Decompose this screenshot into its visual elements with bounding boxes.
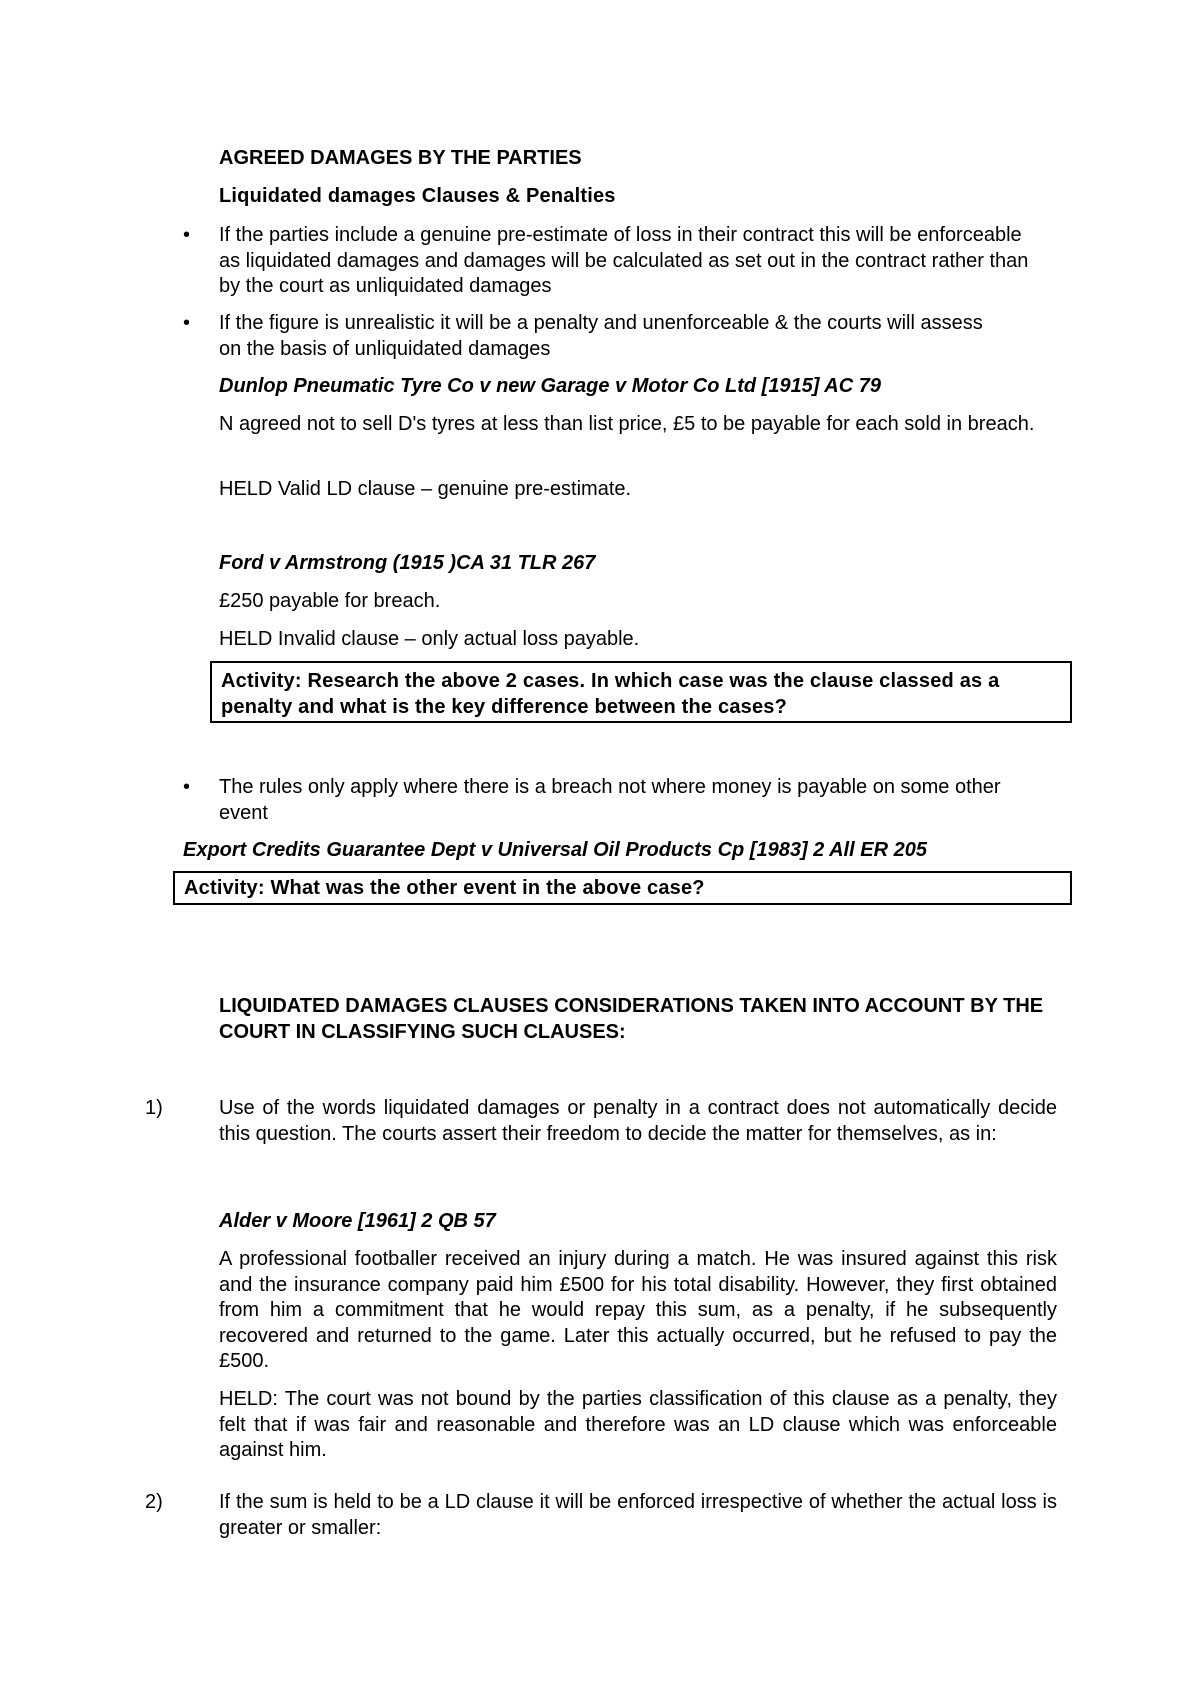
case-title-export-credits: Export Credits Guarantee Dept v Universal Oil Products Cp [1983] 2 All ER 205 (183, 839, 927, 861)
case-held-alder-moore: HELD: The court was not bound by the parties classification of this clause as a penalty, they felt that if was fair and reasonable and therefore was an LD clause which was enforceable against him. (219, 1388, 1057, 1461)
bullet-rules-only-apply: The rules only apply where there is a breach not where money is payable on some other event (219, 776, 1001, 824)
case-facts-dunlop: N agreed not to sell D's tyres at less than list price, £5 to be payable for each sold in breach. (219, 413, 1035, 435)
activity-other-event-text: Activity: What was the other event in the above case? (184, 877, 705, 899)
case-facts-ford: £250 payable for breach. (219, 590, 441, 612)
bullet-icon: • (183, 312, 191, 334)
case-facts-alder-moore: A professional footballer received an injury during a match. He was insured against this risk and the insurance company paid him £500 for his total disability. However, they first obtained from him a commitment that he would repay this sum, as a penalty, if he subsequently recovered and returned to the game. Later this actually occurred, but he refused to pay the £500. (219, 1248, 1057, 1372)
subheading-liquidated-damages: Liquidated damages Clauses & Penalties (219, 185, 616, 207)
activity-box-other-event (173, 871, 1072, 905)
bullet-icon: • (183, 776, 191, 798)
point-1-text: Use of the words liquidated damages or penalty in a contract does not automatically decide this question. The courts assert their freedom to decide the matter for themselves, as in: (219, 1097, 1057, 1145)
bullet-icon: • (183, 224, 191, 246)
bullet-genuine-pre-estimate: If the parties include a genuine pre-estimate of loss in their contract this will be enforceable as liquidated damages and damages will be calculated as set out in the contract rather than by the court as unliquidated damages (219, 224, 1029, 297)
list-number-2: 2) (145, 1491, 163, 1513)
list-number-1: 1) (145, 1097, 163, 1119)
activity-box-research-cases (210, 661, 1072, 723)
point-2-text: If the sum is held to be a LD clause it will be enforced irrespective of whether the actual loss is greater or smaller: (219, 1491, 1057, 1539)
case-title-dunlop: Dunlop Pneumatic Tyre Co v new Garage v Motor Co Ltd [1915] AC 79 (219, 375, 881, 397)
bullet-unrealistic-figure: If the figure is unrealistic it will be a penalty and unenforceable & the courts will assess on the basis of unliquidated damages (219, 312, 983, 360)
section-heading-ld-considerations: LIQUIDATED DAMAGES CLAUSES CONSIDERATIONS TAKEN INTO ACCOUNT BY THE COURT IN CLASSIFYING SUCH CLAUSES: (219, 995, 1044, 1043)
activity-research-cases-text: Activity: Research the above 2 cases. In which case was the clause classed as a penalty and what is the key difference between the cases? (221, 670, 1000, 718)
case-held-ford: HELD Invalid clause – only actual loss payable. (219, 628, 640, 650)
case-held-dunlop: HELD Valid LD clause – genuine pre-estimate. (219, 478, 632, 500)
case-title-alder-moore: Alder v Moore [1961] 2 QB 57 (219, 1210, 496, 1232)
case-title-ford: Ford v Armstrong (1915 )CA 31 TLR 267 (219, 552, 596, 574)
section-heading-agreed-damages: AGREED DAMAGES BY THE PARTIES (219, 147, 582, 169)
